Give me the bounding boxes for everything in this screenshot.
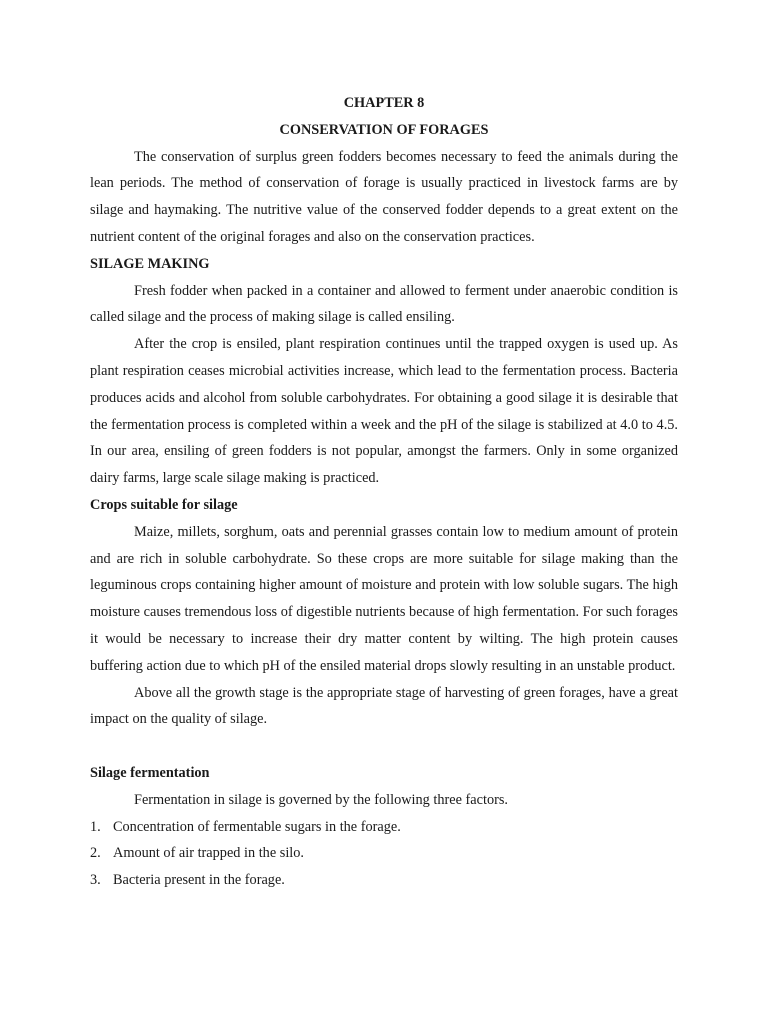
section-heading-silage-making: SILAGE MAKING bbox=[90, 255, 210, 272]
factors-list bbox=[90, 814, 678, 894]
section-heading-crops: Crops suitable for silage bbox=[90, 496, 238, 513]
document-page bbox=[90, 90, 678, 894]
list-item bbox=[90, 867, 678, 894]
spacer bbox=[90, 733, 678, 760]
list-number: 2. bbox=[90, 845, 101, 862]
list-text: Amount of air trapped in the silo. bbox=[113, 845, 304, 862]
chapter-title: CONSERVATION OF FORAGES bbox=[279, 121, 489, 138]
silage-definition-paragraph: Fresh fodder when packed in a container and allowed to ferment under anaerobic condition is called silage and the process of making silage is called ensiling. bbox=[90, 282, 678, 326]
list-item bbox=[90, 840, 678, 867]
list-number: 1. bbox=[90, 818, 101, 835]
list-text: Bacteria present in the forage. bbox=[113, 872, 285, 889]
list-number: 3. bbox=[90, 872, 101, 889]
section-heading-fermentation: Silage fermentation bbox=[90, 764, 210, 781]
list-text: Concentration of fermentable sugars in the forage. bbox=[113, 818, 401, 835]
growth-stage-paragraph: Above all the growth stage is the appropriate stage of harvesting of green forages, have a great impact on the quality of silage. bbox=[90, 684, 678, 728]
crops-paragraph: Maize, millets, sorghum, oats and perennial grasses contain low to medium amount of protein and are rich in soluble carbohydrate. So these crops are more suitable for silage making than the leguminous crops containing higher amount of moisture and protein with low soluble sugars. The high moisture causes tremendous loss of digestible nutrients because of high fermentation. For such forages it would be necessary to increase their dry matter content by wilting. The high protein causes buffering action due to which pH of the ensiled material drops slowly resulting in an unstable product. bbox=[90, 523, 678, 674]
intro-paragraph: The conservation of surplus green fodders becomes necessary to feed the animals during the lean periods. The method of conservation of forage is usually practiced in livestock farms are by silage and haymaking. The nutritive value of the conserved fodder depends to a great extent on the nutrient content of the original forages and also on the conservation practices. bbox=[90, 148, 678, 245]
fermentation-intro: Fermentation in silage is governed by the following three factors. bbox=[134, 791, 509, 808]
list-item bbox=[90, 814, 678, 841]
chapter-number: CHAPTER 8 bbox=[343, 95, 425, 111]
ensiling-process-paragraph: After the crop is ensiled, plant respiration continues until the trapped oxygen is used up. As plant respiration ceases microbial activities increase, which lead to the fermentation process. Bacteria produces acids and alcohol from soluble carbohydrates. For obtaining a good silage it is desirable that the fermentation process is completed within a week and the pH of the silage is stabilized at 4.0 to 4.5. In our area, ensiling of green fodders is not popular, amongst the farmers. Only in some organized dairy farms, large scale silage making is practiced. bbox=[90, 336, 678, 487]
